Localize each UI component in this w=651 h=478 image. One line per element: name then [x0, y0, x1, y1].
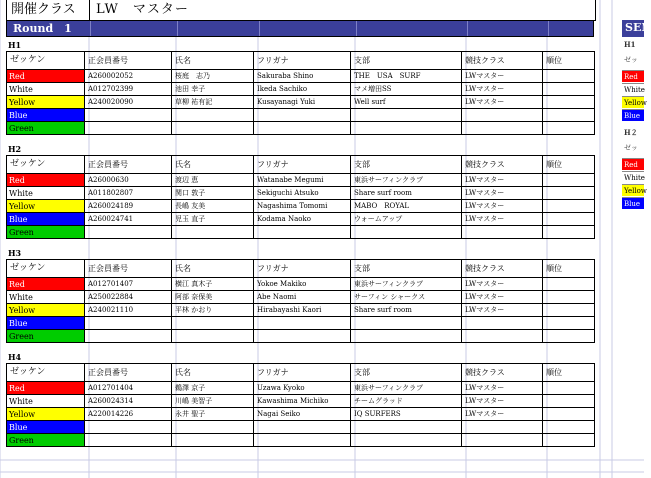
member-number-cell[interactable]: A260002052	[85, 70, 172, 83]
furigana-cell[interactable]: Uzawa Kyoko	[254, 382, 351, 395]
member-number-cell[interactable]: A260024189	[85, 200, 172, 213]
name-cell[interactable]	[172, 434, 254, 447]
class-cell[interactable]: LWマスター	[462, 187, 543, 200]
branch-cell[interactable]: IQ SURFERS	[351, 408, 462, 421]
branch-cell[interactable]: Share surf room	[351, 304, 462, 317]
branch-cell[interactable]: チームグラッド	[351, 395, 462, 408]
column-header: 氏名	[172, 260, 254, 278]
furigana-cell[interactable]: Nagai Seiko	[254, 408, 351, 421]
table-row	[7, 109, 595, 122]
round-banner	[6, 20, 594, 37]
column-header: 競技クラス	[462, 52, 543, 70]
member-number-cell[interactable]: A260024314	[85, 395, 172, 408]
rank-cell[interactable]	[543, 83, 595, 96]
table-row	[7, 291, 595, 304]
class-cell[interactable]: LWマスター	[462, 174, 543, 187]
branch-cell[interactable]: THE USA SURF	[351, 70, 462, 83]
heat-label: H4	[8, 352, 22, 362]
column-header: 氏名	[172, 364, 254, 382]
column-header: 正会員番号	[85, 52, 172, 70]
rank-cell[interactable]	[543, 109, 595, 122]
name-cell[interactable]	[172, 421, 254, 434]
column-header-row	[7, 52, 595, 70]
furigana-cell[interactable]	[254, 122, 351, 135]
rank-cell[interactable]	[543, 278, 595, 291]
table-row	[7, 187, 595, 200]
branch-cell[interactable]: 東浜サーフィンクラブ	[351, 174, 462, 187]
branch-cell[interactable]: サーフィン シャークス	[351, 291, 462, 304]
furigana-cell[interactable]	[254, 421, 351, 434]
right-panel-bib-blue: Blue	[622, 109, 644, 121]
column-header: 順位	[543, 260, 595, 278]
member-number-cell[interactable]	[85, 421, 172, 434]
heat-section	[6, 143, 594, 239]
column-header: 競技クラス	[462, 364, 543, 382]
member-number-cell[interactable]: A250022884	[85, 291, 172, 304]
column-header: 支部	[351, 52, 462, 70]
furigana-cell[interactable]	[254, 109, 351, 122]
column-header: 競技クラス	[462, 260, 543, 278]
member-number-cell[interactable]	[85, 434, 172, 447]
furigana-cell[interactable]	[254, 226, 351, 239]
column-header: 順位	[543, 364, 595, 382]
right-panel-bib-yellow-2: Yellow	[622, 184, 644, 196]
rank-cell[interactable]	[543, 200, 595, 213]
name-cell[interactable]: 桜庭 志乃	[172, 70, 254, 83]
column-header: 支部	[351, 364, 462, 382]
member-number-cell[interactable]	[85, 122, 172, 135]
bib-color-cell[interactable]: Green	[7, 226, 85, 239]
table-row	[7, 434, 595, 447]
branch-cell[interactable]	[351, 330, 462, 343]
branch-cell[interactable]	[351, 434, 462, 447]
table-row	[7, 122, 595, 135]
member-number-cell[interactable]: A012702399	[85, 83, 172, 96]
right-panel-bib-white: White	[622, 83, 644, 95]
column-header-row	[7, 364, 595, 382]
name-cell[interactable]	[172, 109, 254, 122]
member-number-cell[interactable]	[85, 109, 172, 122]
column-header: ゼッケン	[7, 52, 85, 70]
name-cell[interactable]: 池田 幸子	[172, 83, 254, 96]
rank-cell[interactable]	[543, 291, 595, 304]
rank-cell[interactable]	[543, 122, 595, 135]
table-row	[7, 278, 595, 291]
class-cell[interactable]: LWマスター	[462, 278, 543, 291]
name-cell[interactable]	[172, 317, 254, 330]
rank-cell[interactable]	[543, 213, 595, 226]
column-header: 氏名	[172, 52, 254, 70]
rank-cell[interactable]	[543, 317, 595, 330]
class-cell[interactable]: LWマスター	[462, 304, 543, 317]
class-cell[interactable]	[462, 122, 543, 135]
branch-cell[interactable]: Well surf	[351, 96, 462, 109]
member-number-cell[interactable]: A240020090	[85, 96, 172, 109]
branch-cell[interactable]: ウォームアップ	[351, 213, 462, 226]
class-cell[interactable]	[462, 330, 543, 343]
rank-cell[interactable]	[543, 187, 595, 200]
branch-cell[interactable]	[351, 122, 462, 135]
bib-color-cell[interactable]: Yellow	[7, 304, 85, 317]
furigana-cell[interactable]: Watanabe Megumi	[254, 174, 351, 187]
furigana-cell[interactable]	[254, 317, 351, 330]
column-header: ゼッケン	[7, 260, 85, 278]
name-cell[interactable]: 関口 敦子	[172, 187, 254, 200]
furigana-cell[interactable]: Sakuraba Shino	[254, 70, 351, 83]
class-cell[interactable]	[462, 317, 543, 330]
heat-label: H1	[8, 40, 22, 50]
class-cell[interactable]: LWマスター	[462, 96, 543, 109]
name-cell[interactable]: 平林 かおり	[172, 304, 254, 317]
member-number-cell[interactable]	[85, 226, 172, 239]
table-row	[7, 96, 595, 109]
round-title: Round 1	[13, 22, 72, 35]
bib-color-cell[interactable]: White	[7, 291, 85, 304]
class-cell[interactable]	[462, 434, 543, 447]
bib-color-cell[interactable]: White	[7, 83, 85, 96]
column-header: 氏名	[172, 156, 254, 174]
branch-cell[interactable]	[351, 317, 462, 330]
bib-color-cell[interactable]: Blue	[7, 421, 85, 434]
member-number-cell[interactable]	[85, 317, 172, 330]
table-row	[7, 83, 595, 96]
name-cell[interactable]	[172, 122, 254, 135]
table-row	[7, 421, 595, 434]
rank-cell[interactable]	[543, 421, 595, 434]
member-number-cell[interactable]: A240021110	[85, 304, 172, 317]
member-number-cell[interactable]: A260024741	[85, 213, 172, 226]
column-header: 正会員番号	[85, 364, 172, 382]
bib-color-cell[interactable]: Green	[7, 434, 85, 447]
column-header: 正会員番号	[85, 260, 172, 278]
rank-cell[interactable]	[543, 304, 595, 317]
rank-cell[interactable]	[543, 382, 595, 395]
table-row	[7, 382, 595, 395]
table-row	[7, 395, 595, 408]
column-header: 順位	[543, 156, 595, 174]
right-panel-bib-yellow: Yellow	[622, 96, 644, 108]
bib-color-cell[interactable]: Blue	[7, 213, 85, 226]
name-cell[interactable]	[172, 226, 254, 239]
right-panel-bib-white-2: White	[622, 171, 644, 183]
heat-table	[6, 363, 595, 447]
name-cell[interactable]: 草柳 祐有記	[172, 96, 254, 109]
column-header: 正会員番号	[85, 156, 172, 174]
heat-table	[6, 259, 595, 343]
table-row	[7, 304, 595, 317]
column-header-row	[7, 156, 595, 174]
branch-cell[interactable]: 東浜サーフィンクラブ	[351, 382, 462, 395]
table-row	[7, 330, 595, 343]
bib-color-cell[interactable]: Green	[7, 330, 85, 343]
table-row	[7, 200, 595, 213]
branch-cell[interactable]	[351, 421, 462, 434]
bib-color-cell[interactable]: Yellow	[7, 200, 85, 213]
table-row	[7, 317, 595, 330]
bib-color-cell[interactable]: White	[7, 187, 85, 200]
column-header-row	[7, 260, 595, 278]
rank-cell[interactable]	[543, 70, 595, 83]
right-panel-bib-blue-2: Blue	[622, 197, 644, 209]
furigana-cell[interactable]: Kawashima Michiko	[254, 395, 351, 408]
event-class-header	[6, 0, 596, 21]
class-cell[interactable]: LWマスター	[462, 83, 543, 96]
class-cell[interactable]	[462, 226, 543, 239]
class-cell[interactable]: LWマスター	[462, 213, 543, 226]
rank-cell[interactable]	[543, 174, 595, 187]
name-cell[interactable]	[172, 330, 254, 343]
name-cell[interactable]: 阿部 奈保美	[172, 291, 254, 304]
branch-cell[interactable]	[351, 226, 462, 239]
furigana-cell[interactable]: Abe Naomi	[254, 291, 351, 304]
member-number-cell[interactable]: A011802807	[85, 187, 172, 200]
right-panel-title: SEN	[622, 20, 644, 37]
class-cell[interactable]: LWマスター	[462, 395, 543, 408]
column-header: 支部	[351, 156, 462, 174]
heat-section	[6, 247, 594, 343]
right-panel-zekken: ゼッ	[624, 56, 638, 64]
branch-cell[interactable]: マメ増田SS	[351, 83, 462, 96]
heat-label: H3	[8, 248, 22, 258]
member-number-cell[interactable]	[85, 330, 172, 343]
rank-cell[interactable]	[543, 434, 595, 447]
column-header: フリガナ	[254, 156, 351, 174]
branch-cell[interactable]	[351, 109, 462, 122]
member-number-cell[interactable]: A012701407	[85, 278, 172, 291]
name-cell[interactable]: 鵜澤 京子	[172, 382, 254, 395]
table-row	[7, 408, 595, 421]
right-panel-bib-red: Red	[622, 70, 644, 82]
right-panel-zekken-2: ゼッ	[624, 144, 638, 152]
class-cell[interactable]: LWマスター	[462, 200, 543, 213]
column-header: フリガナ	[254, 260, 351, 278]
name-cell[interactable]: 横江 真木子	[172, 278, 254, 291]
furigana-cell[interactable]: Kusayanagi Yuki	[254, 96, 351, 109]
name-cell[interactable]: 川嶋 美智子	[172, 395, 254, 408]
column-header: 順位	[543, 52, 595, 70]
branch-cell[interactable]: Share surf room	[351, 187, 462, 200]
heat-label: H2	[8, 144, 22, 154]
heat-section	[6, 39, 594, 135]
furigana-cell[interactable]	[254, 330, 351, 343]
right-panel-h2: H２	[624, 128, 638, 137]
rank-cell[interactable]	[543, 330, 595, 343]
bib-color-cell[interactable]: White	[7, 395, 85, 408]
right-panel-partial	[622, 20, 651, 478]
furigana-cell[interactable]: Sekiguchi Atsuko	[254, 187, 351, 200]
column-header: 競技クラス	[462, 156, 543, 174]
bib-color-cell[interactable]: Red	[7, 70, 85, 83]
class-cell[interactable]: LWマスター	[462, 291, 543, 304]
furigana-cell[interactable]: Ikeda Sachiko	[254, 83, 351, 96]
bib-color-cell[interactable]: Green	[7, 122, 85, 135]
table-row	[7, 226, 595, 239]
class-cell[interactable]: LWマスター	[462, 70, 543, 83]
member-number-cell[interactable]: A26000630	[85, 174, 172, 187]
furigana-cell[interactable]: Hirabayashi Kaori	[254, 304, 351, 317]
right-panel-bib-red-2: Red	[622, 158, 644, 170]
branch-cell[interactable]: 東浜サーフィンクラブ	[351, 278, 462, 291]
rank-cell[interactable]	[543, 96, 595, 109]
member-number-cell[interactable]: A220014226	[85, 408, 172, 421]
column-header: フリガナ	[254, 364, 351, 382]
bib-color-cell[interactable]: Blue	[7, 109, 85, 122]
table-row	[7, 174, 595, 187]
class-cell[interactable]: LWマスター	[462, 382, 543, 395]
column-header: ゼッケン	[7, 364, 85, 382]
branch-cell[interactable]: MABO ROYAL	[351, 200, 462, 213]
name-cell[interactable]: 渡辺 恵	[172, 174, 254, 187]
class-cell[interactable]	[462, 421, 543, 434]
event-class-value[interactable]: LW マスター	[96, 2, 189, 17]
furigana-cell[interactable]: Kodama Naoko	[254, 213, 351, 226]
rank-cell[interactable]	[543, 408, 595, 421]
bib-color-cell[interactable]: Red	[7, 174, 85, 187]
bib-color-cell[interactable]: Yellow	[7, 408, 85, 421]
class-cell[interactable]	[462, 109, 543, 122]
table-row	[7, 70, 595, 83]
name-cell[interactable]: 長嶋 友美	[172, 200, 254, 213]
table-row	[7, 213, 595, 226]
column-header: フリガナ	[254, 52, 351, 70]
heat-table	[6, 155, 595, 239]
furigana-cell[interactable]: Yokoe Makiko	[254, 278, 351, 291]
column-header: 支部	[351, 260, 462, 278]
bib-color-cell[interactable]: Red	[7, 382, 85, 395]
furigana-cell[interactable]: Nagashima Tomomi	[254, 200, 351, 213]
rank-cell[interactable]	[543, 226, 595, 239]
column-header: ゼッケン	[7, 156, 85, 174]
bib-color-cell[interactable]: Yellow	[7, 96, 85, 109]
bib-color-cell[interactable]: Red	[7, 278, 85, 291]
member-number-cell[interactable]: A012701404	[85, 382, 172, 395]
bib-color-cell[interactable]: Blue	[7, 317, 85, 330]
right-panel-h1: H1	[624, 40, 636, 49]
class-cell[interactable]: LWマスター	[462, 408, 543, 421]
name-cell[interactable]: 永井 聖子	[172, 408, 254, 421]
rank-cell[interactable]	[543, 395, 595, 408]
event-class-label: 開催クラス	[7, 0, 90, 20]
name-cell[interactable]: 児玉 直子	[172, 213, 254, 226]
heat-section	[6, 351, 594, 447]
heat-table	[6, 51, 595, 135]
furigana-cell[interactable]	[254, 434, 351, 447]
